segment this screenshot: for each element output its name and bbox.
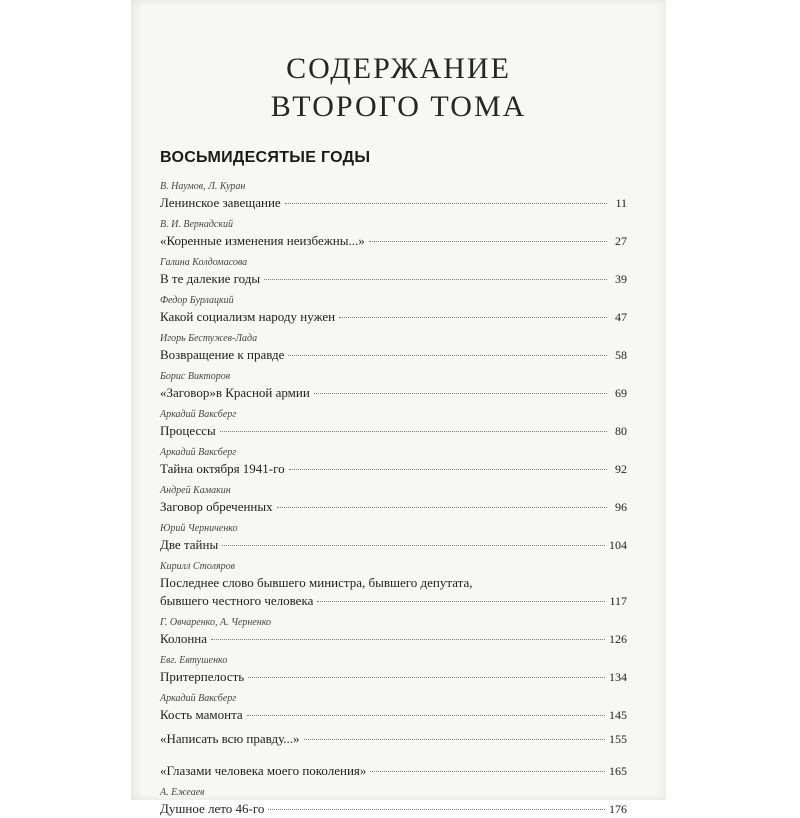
dot-leader — [317, 601, 605, 602]
entry-title: Колонна — [160, 631, 208, 646]
entry-page: 117 — [609, 594, 627, 608]
entry-page: 11 — [615, 196, 627, 210]
toc-entry[interactable] — [160, 446, 627, 478]
dot-leader — [268, 809, 605, 810]
entry-title: Заговор обреченных — [160, 499, 273, 514]
toc-entry[interactable] — [160, 484, 627, 516]
entry-page: 69 — [615, 386, 627, 400]
toc-entry[interactable] — [160, 786, 627, 818]
dot-leader — [222, 545, 605, 546]
entry-title: «Написать всю правду...» — [160, 731, 300, 746]
entry-title: Ленинское завещание — [160, 195, 281, 210]
dot-leader — [288, 355, 607, 356]
entry-author: Евг. Евтушенко — [160, 655, 228, 666]
entry-page: 96 — [615, 500, 627, 514]
entry-page: 92 — [615, 462, 627, 476]
entry-title: В те далекие годы — [160, 271, 261, 286]
entry-page: 104 — [609, 538, 627, 552]
entry-author: Г. Овчаренко, А. Черненко — [160, 617, 272, 628]
entry-title-line-1: Последнее слово бывшего министра, бывшего депутата, — [160, 575, 473, 590]
entry-page: 80 — [615, 424, 627, 438]
dot-leader — [314, 393, 607, 394]
toc-entry[interactable] — [160, 560, 627, 610]
entry-page: 27 — [615, 234, 627, 248]
dot-leader — [247, 715, 605, 716]
entry-page: 176 — [609, 802, 627, 816]
dot-leader — [211, 639, 605, 640]
toc-entry[interactable] — [160, 294, 627, 326]
book-page — [131, 0, 666, 816]
entry-author: В. Наумов, Л. Куран — [160, 181, 246, 192]
toc-entry[interactable] — [160, 256, 627, 288]
entry-title: Возвращение к правде — [160, 347, 285, 362]
dot-leader — [289, 469, 607, 470]
entry-title: Душное лето 46-го — [160, 801, 265, 816]
dot-leader — [277, 507, 607, 508]
entry-title: Две тайны — [160, 537, 219, 552]
toc-entry[interactable] — [160, 522, 627, 554]
entry-page: 165 — [609, 764, 627, 778]
entry-author: Юрий Черниченко — [160, 523, 238, 534]
table-of-contents — [160, 180, 627, 818]
toc-entry[interactable] — [160, 408, 627, 440]
dot-leader — [220, 431, 607, 432]
entry-title: Кость мамонта — [160, 707, 243, 722]
entry-title: Притерпелость — [160, 669, 245, 684]
entry-page: 39 — [615, 272, 627, 286]
entry-author: Кирилл Столяров — [160, 561, 235, 572]
entry-title: «Заговор»в Красной армии — [160, 385, 310, 400]
entry-author: Галина Колдомасова — [160, 257, 248, 268]
entry-author: В. И. Вернадский — [160, 219, 234, 230]
toc-entry[interactable] — [160, 616, 627, 648]
entry-author: Андрей Камакин — [160, 485, 231, 496]
dot-leader — [370, 771, 605, 772]
toc-entry[interactable] — [160, 654, 627, 686]
toc-entry[interactable] — [160, 730, 627, 748]
entry-author: А. Ежеаев — [160, 787, 205, 798]
dot-leader — [369, 241, 607, 242]
toc-entry[interactable] — [160, 180, 627, 212]
entry-title: Какой социализм народу нужен — [160, 309, 336, 324]
entry-title: «Коренные изменения неизбежны...» — [160, 233, 365, 248]
toc-entry[interactable] — [160, 762, 627, 780]
entry-page: 134 — [609, 670, 627, 684]
entry-author: Аркадий Ваксберг — [160, 693, 237, 704]
dot-leader — [248, 677, 605, 678]
dot-leader — [285, 203, 607, 204]
entry-page: 47 — [615, 310, 627, 324]
toc-entry[interactable] — [160, 332, 627, 364]
entry-page: 145 — [609, 708, 627, 722]
title-line-2: ВТОРОГО ТОМА — [270, 90, 527, 123]
entry-title: Процессы — [160, 423, 216, 438]
dot-leader — [304, 739, 605, 740]
entry-author: Аркадий Ваксберг — [160, 447, 237, 458]
section-heading: ВОСЬМИДЕСЯТЫЕ ГОДЫ — [160, 149, 371, 166]
entry-author: Борис Викторов — [160, 371, 231, 382]
entry-author: Игорь Бестужев-Лада — [160, 333, 258, 344]
toc-entry[interactable] — [160, 218, 627, 250]
title-line-1: СОДЕРЖАНИЕ — [286, 52, 511, 85]
entry-title: Тайна октября 1941-го — [160, 461, 285, 476]
entry-author: Федор Бурлацкий — [160, 295, 234, 306]
dot-leader — [339, 317, 607, 318]
entry-page: 126 — [609, 632, 627, 646]
page-title — [131, 50, 666, 126]
entry-author: Аркадий Ваксберг — [160, 409, 237, 420]
dot-leader — [264, 279, 607, 280]
entry-title: «Глазами человека моего поколения» — [160, 763, 367, 778]
toc-entry[interactable] — [160, 692, 627, 724]
entry-title: бывшего честного человека — [160, 593, 314, 608]
entry-page: 155 — [609, 732, 627, 746]
toc-entry[interactable] — [160, 370, 627, 402]
entry-page: 58 — [615, 348, 627, 362]
